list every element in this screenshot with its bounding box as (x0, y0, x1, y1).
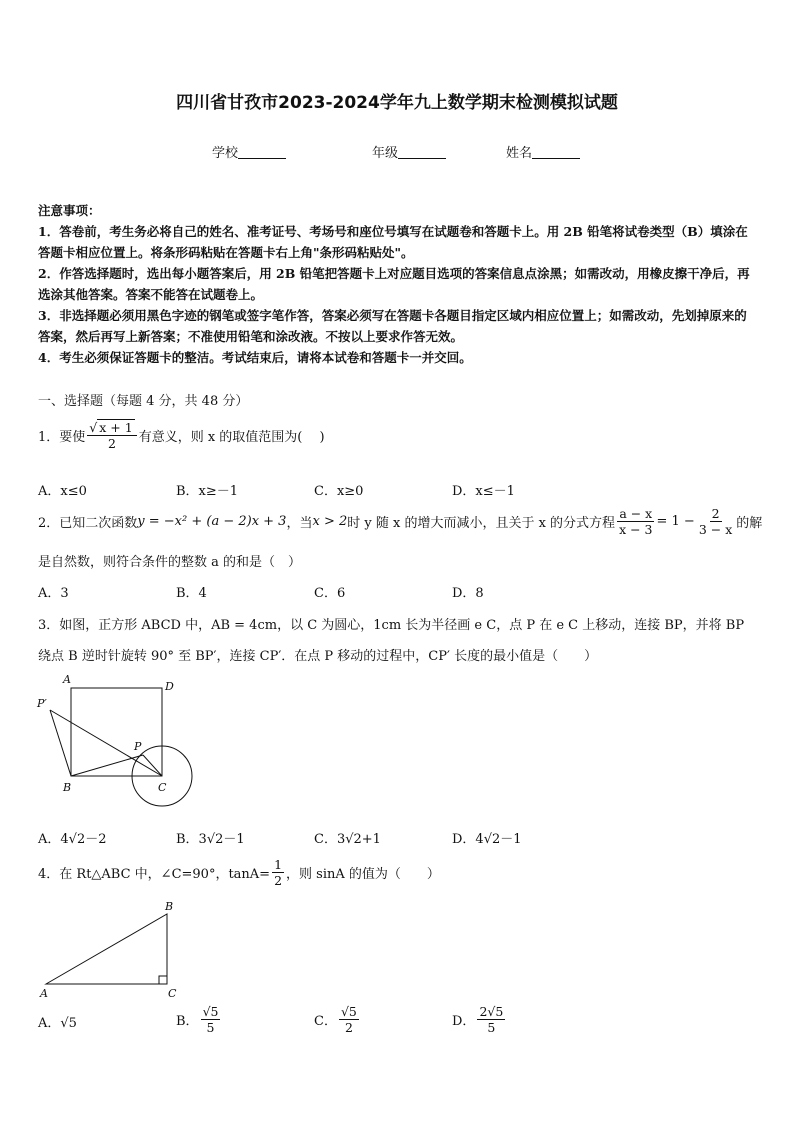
q3-figure (34, 670, 204, 810)
question-2 (38, 506, 762, 537)
label-c: C (168, 987, 177, 1000)
segment-bpp (50, 710, 71, 776)
note-item: 1．答卷前，考生务必将自己的姓名、准考证号、考场号和座位号填写在试题卷和答题卡上。用 2B 铅笔将试卷类型（B）填涂在答题卡相应位置上。将条形码粘贴在答题卡右上角"条形码粘贴处"。 (38, 224, 748, 260)
label-b: B (63, 781, 72, 794)
q4-tan-frac: $\frac{1}{2}$ (274, 857, 283, 888)
q1-option-b: B．x≥－1 (176, 484, 239, 499)
notes-heading: 注意事项： (38, 203, 101, 218)
label-d: D (165, 680, 174, 693)
note-item: 3．非选择题必须用黑色字迹的钢笔或签字笔作答，答案必须写在答题卡各题目指定区域内相应位置上；如需改动，先划掉原来的答案，然后再写上新答案；不准使用铅笔和涂改液。不按以上要求作答无效。 (38, 308, 747, 344)
q1-frac-num: √ x + 1 (87, 420, 136, 436)
q1-option-c: C．x≥0 (314, 484, 364, 499)
q1-fraction (87, 420, 136, 451)
page-title: 四川省甘孜市2023-2024学年九上数学期末检测模拟试题 (176, 93, 618, 113)
q2-option-d: D．8 (452, 586, 484, 601)
q3-option-b: B．3√2－1 (176, 832, 245, 847)
label-a: A (63, 673, 71, 686)
q2-option-c: C．6 (314, 586, 346, 601)
q3-line1: 3．如图，正方形 ABCD 中，AB = 4cm，以 C 为圆心，1cm 长为半径画 e C，点 P 在 e C 上移动，连接 BP，并将 BP (38, 618, 745, 633)
q2-eq-mid: = 1 − (656, 514, 695, 529)
school-blank (238, 145, 286, 159)
school-label: 学校 (212, 146, 239, 161)
q4-option-c: C． $\frac{√5}{2}$ (314, 1004, 357, 1035)
name-label: 姓名 (506, 146, 533, 161)
grade-field (372, 142, 446, 161)
q1-option-a: A．x≤0 (38, 484, 87, 499)
q2-function: y = −x² + (a − 2)x + 3 (137, 514, 287, 529)
q2-option-b: B．4 (176, 586, 207, 601)
note-item: 2．作答选择题时，选出每小题答案后，用 2B 铅笔把答题卡上对应题目选项的答案信息点涂黑；如需改动，用橡皮擦干净后，再选涂其他答案。答案不能答在试题卷上。 (38, 266, 750, 302)
name-field (506, 142, 580, 161)
label-p: P (134, 740, 142, 753)
q4-option-a: A．√5 (38, 1016, 77, 1031)
label-a: A (40, 987, 48, 1000)
section-heading: 一、选择题（每题 4 分，共 48 分） (38, 394, 249, 409)
q4-figure (34, 896, 194, 1006)
q2-line2: 是自然数，则符合条件的整数 a 的和是（ ） (38, 555, 302, 570)
q4-text-b: ，则 sinA 的值为（ ） (286, 867, 440, 882)
right-angle-mark (159, 976, 167, 984)
note-item: 4．考生必须保证答题卡的整洁。考试结束后，请将本试卷和答题卡一并交回。 (38, 350, 472, 365)
q4-option-d: D． $\frac{2√5}{5}$ (452, 1004, 504, 1035)
q2-text-d: 的解 (736, 516, 763, 531)
q2-eq-frac2: $\frac{2}{3 - x}$ (698, 506, 733, 537)
q2-option-a: A．3 (38, 586, 69, 601)
grade-blank (398, 145, 446, 159)
q2-text-a: 2．已知二次函数 (38, 516, 138, 531)
label-b: B (165, 900, 174, 913)
q2-condition: x > 2 (312, 514, 348, 529)
q2-text-b: ，当 (286, 516, 313, 531)
q1-prefix: 1．要使 (38, 430, 86, 445)
question-1 (38, 420, 325, 451)
q4-text-a: 4．在 Rt△ABC 中，∠C=90°，tanA= (38, 867, 271, 882)
label-c: C (158, 781, 167, 794)
question-4 (38, 857, 440, 888)
q1-suffix: 有意义，则 x 的取值范围为( ) (138, 430, 325, 445)
q2-text-c: 时 y 随 x 的增大而减小，且关于 x 的分式方程 (347, 516, 616, 531)
q3-option-c: C．3√2+1 (314, 832, 381, 847)
q1-frac-den: 2 (108, 436, 116, 451)
q1-option-d: D．x≤－1 (452, 484, 515, 499)
segment-pc (143, 755, 162, 776)
school-field (212, 142, 286, 161)
q3-option-d: D．4√2－1 (452, 832, 522, 847)
q3-line2: 绕点 B 逆时针旋转 90° 至 BP′，连接 CP′．在点 P 移动的过程中，CP′ 长度的最小值是（ ） (38, 649, 598, 664)
label-p-prime: P′ (37, 697, 47, 710)
triangle-abc (46, 914, 167, 984)
q3-option-a: A．4√2－2 (38, 832, 107, 847)
q2-eq-frac1: $\frac{a - x}{x - 3}$ (619, 506, 653, 537)
grade-label: 年级 (372, 146, 399, 161)
notes-block (38, 200, 758, 368)
q4-option-b: B． $\frac{√5}{5}$ (176, 1004, 219, 1035)
name-blank (532, 145, 580, 159)
